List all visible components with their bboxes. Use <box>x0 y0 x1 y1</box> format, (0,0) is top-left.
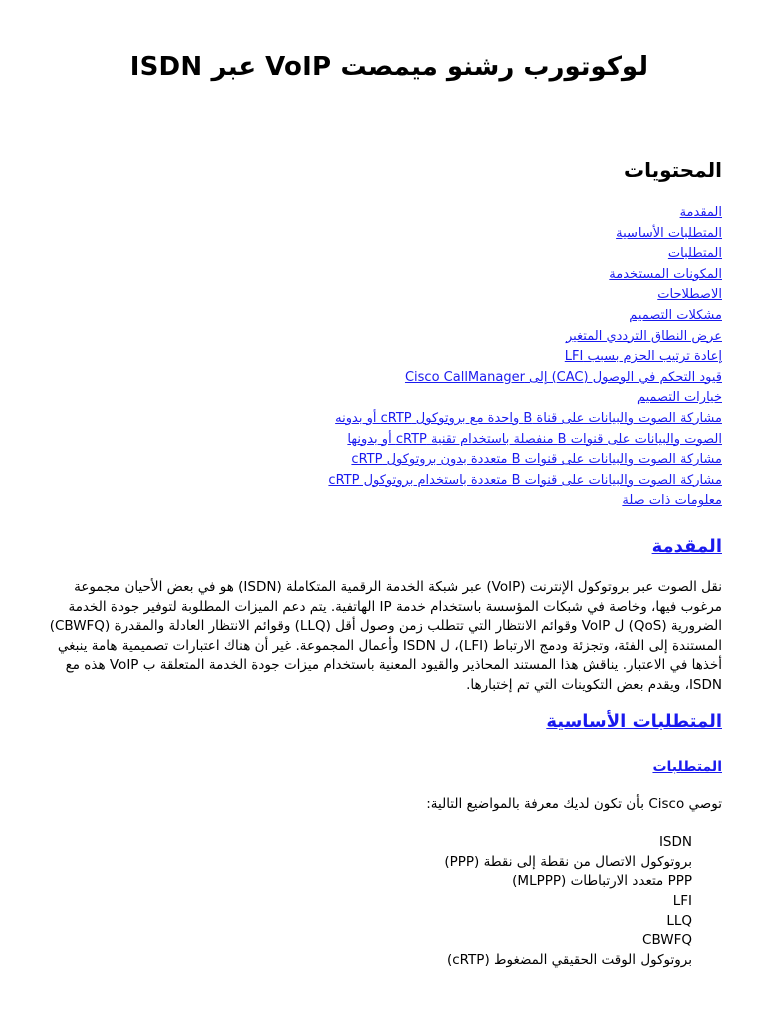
toc-item <box>328 244 722 265</box>
toc-item <box>328 388 722 409</box>
toc-item <box>328 491 722 512</box>
toc-link-components-used[interactable]: المكونات المستخدمة <box>609 266 722 282</box>
toc-item <box>328 430 722 451</box>
list-item: بروتوكول الوقت الحقيقي المضغوط (cRTP) <box>446 952 692 969</box>
document-title: ISDN عبر VoIP لوكوتورب رشنو ميمصت <box>129 52 648 82</box>
toc-link-multiple-b-crtp[interactable]: مشاركة الصوت والبيانات على قنوات B متعددة باستخدام بروتوكول cRTP <box>328 472 722 488</box>
requirements-heading <box>652 759 722 775</box>
introduction-heading-link[interactable]: المقدمة <box>651 536 722 557</box>
toc-item <box>328 450 722 471</box>
requirements-list <box>444 833 692 971</box>
toc-item <box>328 471 722 492</box>
list-item: CBWFQ <box>642 932 692 949</box>
introduction-heading <box>652 536 722 557</box>
requirements-text: توصي Cisco بأن تكون لديك معرفة بالمواضيع التالية: <box>426 796 722 812</box>
toc-item <box>328 327 722 348</box>
toc-item <box>328 368 722 389</box>
toc-link-related-info[interactable]: معلومات ذات صلة <box>622 493 722 509</box>
contents-heading: المحتويات <box>623 158 722 182</box>
introduction-paragraph: نقل الصوت عبر بروتوكول الإنترنت (VoIP) عبر شبكة الخدمة الرقمية المتكاملة (ISDN) هو في بعض الأحيان مجموعة مرغوب فيها، وخاصة في شبكات المؤسسة باستخدام خدمة IP الهاتفية. يتم دعم الميزات المطلوبة لتوفير جودة الخدمة الضرورية (QoS) ل VoIP وقوائم الانتظار التي تتطلب زمن وصول أقل (LLQ) وقوائم الانتظار العادلة والمقدرة (CBWFQ) المستندة إلى الفئة، وتجزئة ودمج الارتباط (LFI)، ل ISDN وأعمال المجموعة. غير أن هناك اعتبارات تصميمية هامة ينبغي أخذها في الاعتبار. يناقش هذا المستند المحاذير والقيود المعنية باستخدام ميزات جودة الخدمة المتعلقة ب VoIP هذه مع ISDN، ويقدم بعض التكوينات التي تم إختبارها. <box>49 579 722 693</box>
toc-item <box>328 285 722 306</box>
toc-link-design-options[interactable]: خيارات التصميم <box>636 390 722 406</box>
toc-link-single-b-channel[interactable]: مشاركة الصوت والبيانات على قناة B واحدة مع بروتوكول cRTP أو بدونه <box>335 410 722 426</box>
toc-link-cac-restrictions[interactable]: قيود التحكم في الوصول (CAC) إلى Cisco CallManager <box>404 369 722 385</box>
toc-item <box>328 203 722 224</box>
toc-item <box>328 347 722 368</box>
toc-link-conventions[interactable]: الاصطلاحات <box>657 287 722 303</box>
requirements-heading-link[interactable]: المتطلبات <box>652 759 722 775</box>
list-item: بروتوكول الاتصال من نقطة إلى نقطة (PPP) <box>444 853 692 870</box>
toc-link-prerequisites[interactable]: المتطلبات الأساسية <box>616 225 722 241</box>
toc-item <box>328 265 722 286</box>
toc-item <box>328 306 722 327</box>
list-item: PPP متعدد الارتباطات (MLPPP) <box>512 873 692 890</box>
prerequisites-heading-link[interactable]: المتطلبات الأساسية <box>546 711 722 732</box>
toc-link-lfi-reordering[interactable]: إعادة ترتيب الحزم بسبب LFI <box>564 349 722 365</box>
toc-link-design-issues[interactable]: مشكلات التصميم <box>629 307 722 323</box>
list-item: LLQ <box>666 912 692 929</box>
toc-item <box>328 224 722 245</box>
list-item: LFI <box>672 893 692 910</box>
toc-link-introduction[interactable]: المقدمة <box>679 205 722 220</box>
toc-link-variable-bandwidth[interactable]: عرض النطاق الترددي المتغير <box>565 328 722 344</box>
toc-link-requirements[interactable]: المتطلبات <box>667 246 722 262</box>
toc-item <box>328 409 722 430</box>
list-item: ISDN <box>658 834 692 850</box>
toc-link-separate-b-channels[interactable]: الصوت والبيانات على قنوات B منفصلة باستخدام تقنية cRTP أو بدونها <box>347 431 722 447</box>
table-of-contents <box>328 203 722 512</box>
prerequisites-heading <box>546 711 722 732</box>
toc-link-multiple-b-no-crtp[interactable]: مشاركة الصوت والبيانات على قنوات B متعددة بدون بروتوكول cRTP <box>351 452 722 468</box>
